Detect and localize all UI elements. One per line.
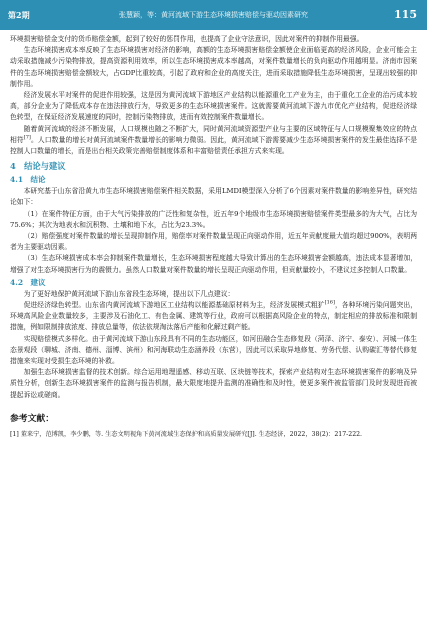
paragraph: 本研究基于山东省沿黄九市生态环境损害赔偿案件相关数据，采用LMDI模型深入分析了6个因素对案件数量的影响差异性，研究结论如下： bbox=[10, 187, 417, 207]
paragraph: 环境损害赔偿金支付的货币赔偿金额，起到了较好的惩罚作用，也提高了企业守法意识，因此对案件的抑制作用最强。 bbox=[10, 35, 364, 43]
subsection-heading: 4.1 结论 bbox=[10, 175, 46, 185]
references-heading: 参考文献： bbox=[10, 413, 54, 424]
conclusion-item: （2）赔偿强度对案件数量的增长呈现抑制作用，赔偿率对案件数量呈现正向驱动作用，近五年贡献度最大值均超过900%，表明两者为主要驱动因素。 bbox=[10, 232, 417, 252]
section-heading: 4 结论与建议 bbox=[10, 161, 66, 172]
citation-marker: [16] bbox=[324, 299, 335, 306]
issue-label: 第2期 bbox=[8, 10, 30, 20]
paragraph-text: 随着黄河流域的经济不断发展，人口规模也随之不断扩大，同时黄河流域资源型产业与主要的区域特征与人口规模聚集效应的特点相符 bbox=[10, 124, 417, 144]
running-title: 张慧颖，等：黄河流域下游生态环境损害赔偿与驱动因素研究 bbox=[119, 11, 308, 19]
paragraph-text: ，各种环境污染问题突出，环境高风险企业数量较多，主要涉及石油化工、有色金属、建筑等行业，政府可以根据高风险企业的特点，制定相应的排放标准和限制措施，例如限制排放浓度、排放总量等，依法依规淘汰落后产能和化解过剩产能。 bbox=[10, 301, 418, 332]
suggestion-item bbox=[10, 300, 417, 334]
subsection-heading: 4.2 建议 bbox=[10, 277, 46, 287]
conclusion-item: （1）在案件特征方面，由于大气污染排放的广泛性和复杂性，近五年9个地级市生态环境损害赔偿案件类型最多的为大气，占比为75.6%；其次为地表水和沉积物、土壤和地下水，占比为23.3%。 bbox=[10, 209, 417, 229]
page-header bbox=[0, 0, 427, 30]
paragraph: 经济发展水平对案件的促进作用较强，这是因为黄河流域下游地区产业结构以能源重化工产业为主，由于重化工企业的治污成本较高，部分企业为了降低成本存在违法排放行为，导致更多的生态环境损害案件。这就需要黄河流域下游九市优化产业结构，促进经济绿色转型，在保证经济发展速度的同时，控制污染物排放，进而有效控制案件数量增长。 bbox=[10, 91, 417, 122]
paragraph: 生态环境损害成本率反映了生态环境损害对经济的影响，高额的生态环境损害赔偿金额使企业面临更高的经济风险，企业可能会主动采取措施减少污染物排放，提高资源利用效率，所以生态环境损害成本率越高，对案件数量增长的负向驱动作用越明显。济南市因案件的生态环境损害赔偿金额较大，占GDP比重较高，引起了政府和企业的高度关注，进而采取措施降低生态环境损害，呈现出较强的抑制作用。 bbox=[10, 46, 417, 88]
paragraph-text: 促进经济绿色转型。山东省内黄河流域下游地区工业结构以能源基础原材料为主，经济发展模式粗犷 bbox=[23, 301, 325, 310]
paragraph bbox=[10, 124, 417, 158]
conclusion-item: （3）生态环境损害成本率会抑制案件数量增长，生态环境损害程度越大导致计算出的生态环境损害金额越高，违法成本显著增加，增强了对生态环境损害行为的震慑力。虽然人口数量对案件数量的增长呈现正向驱动作用，但贡献量较小，不建议过多控制人口数量。 bbox=[10, 254, 417, 274]
reference-item: [1] 董来宁，范博凯，李少鹏，等. 生态文明视角下黄河流域生态保护和高质量发展研究[J]. 生态经济，2022，38(2)：217-222. bbox=[10, 430, 363, 438]
paragraph: 为了更好地保护黄河流域下游山东省段生态环境，提出以下几点建议： bbox=[23, 289, 235, 298]
paragraph-text: 。人口数量的增长对黄河流域案件数量增长的影响力微弱。因此，黄河流域下游需要减少生态环境损害案件的发生最佳选择不是控制人口数量的增长，而是出台相关政策完善赔偿制度体系和丰富赔偿责任承担方式来实现。 bbox=[10, 135, 418, 156]
citation-marker: [7] bbox=[23, 134, 31, 141]
suggestion-item: 实现赔偿模式多样化。由于黄河流域下游山东段具有不同的生态功能区，如河田融合生态修复段（菏泽、济宁、泰安）、河城一体生态景观段（聊城、济南、德州、淄博、滨州）和河海联动生态涵养段（东营），因此可以采取异地修复、劳务代偿、认购碳汇等替代修复措施来实现对受损生态环境的补救。 bbox=[10, 334, 417, 366]
suggestion-item: 加强生态环境损害监督的技术创新。综合运用地理遥感、移动互联、区块链等技术，探索产业结构对生态环境损害案件的影响及异质性分析，创新生态环境损害案件的监测与报告机制，最大限度地提升监测的准确性和及时性，使更多案件被监管部门及时发现进而被提起诉讼或磋商。 bbox=[10, 368, 417, 399]
page-number: 115 bbox=[394, 8, 417, 21]
article-body bbox=[10, 34, 417, 440]
